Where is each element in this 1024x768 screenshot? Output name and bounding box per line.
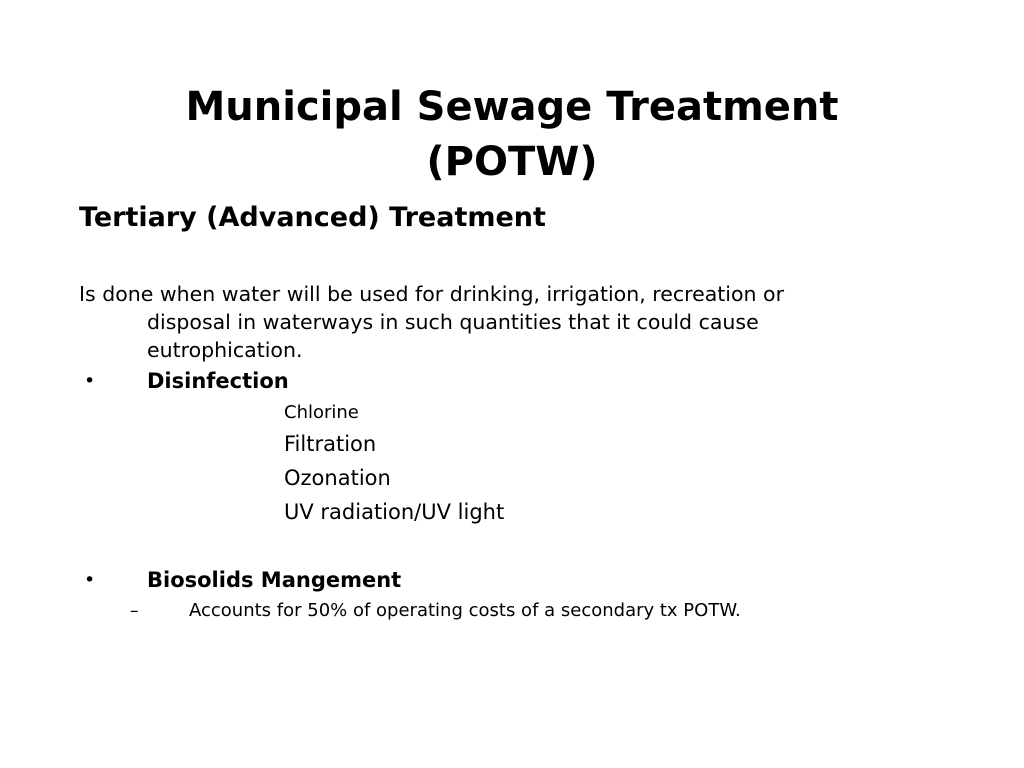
disinfection-item-filtration: Filtration xyxy=(284,432,377,456)
bullet-marker-biosolids: • xyxy=(84,569,96,591)
dash-marker: – xyxy=(130,601,139,621)
biosolids-note: Accounts for 50% of operating costs of a secondary tx POTW. xyxy=(189,600,741,621)
disinfection-label: Disinfection xyxy=(147,369,289,393)
intro-line-1: Is done when water will be used for drinking, irrigation, recreation or xyxy=(79,282,785,306)
disinfection-item-ozonation: Ozonation xyxy=(284,466,391,490)
biosolids-label: Biosolids Mangement xyxy=(147,568,402,592)
slide-title-line-1: Municipal Sewage Treatment xyxy=(185,84,839,130)
intro-line-3: eutrophication. xyxy=(147,338,303,362)
disinfection-item-uv: UV radiation/UV light xyxy=(284,500,505,524)
intro-line-2: disposal in waterways in such quantities that it could cause xyxy=(147,310,759,334)
intro-paragraph xyxy=(79,280,899,364)
slide-title-line-2: (POTW) xyxy=(426,139,598,185)
subheading: Tertiary (Advanced) Treatment xyxy=(79,202,546,233)
bullet-marker-disinfection: • xyxy=(84,370,96,392)
disinfection-item-chlorine: Chlorine xyxy=(284,402,359,423)
